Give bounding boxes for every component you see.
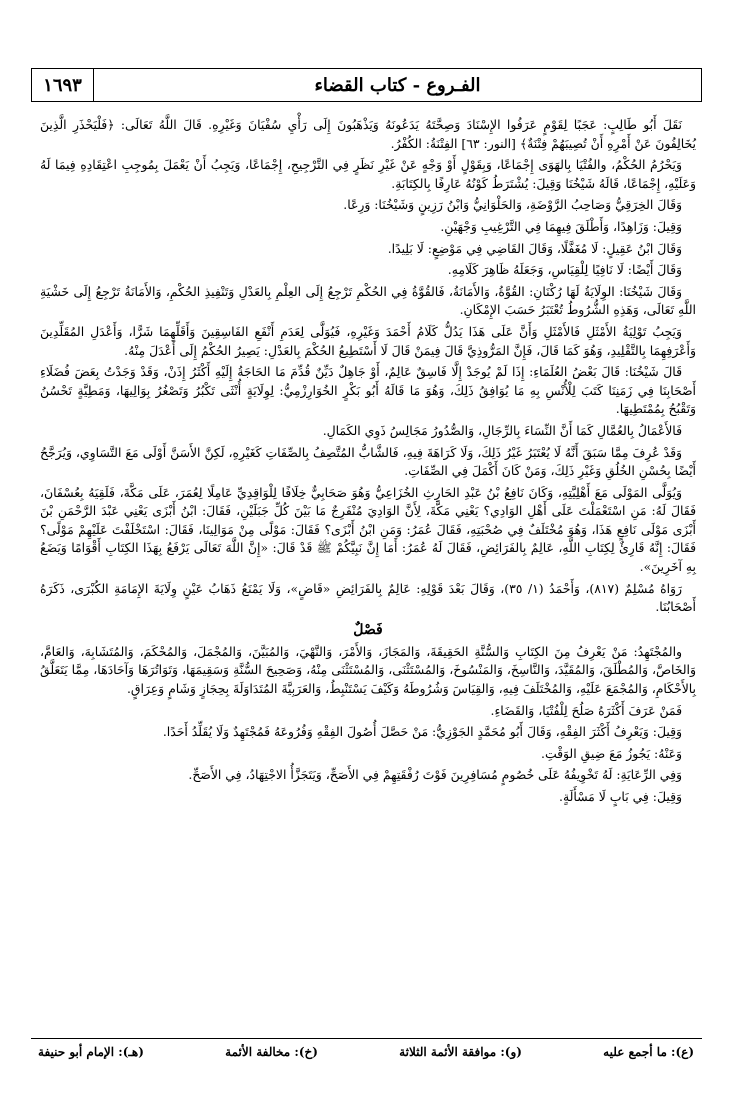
legend-item-abu-hanifa: (هـ): الإمام أبو حنيفة	[38, 1045, 144, 1059]
paragraph: وَقِيلَ: وَزَاهِدًا، وَأَطْلَقَ فِيهِمَا فِي التَّرْغِيبِ وَجْهَيْنِ.	[440, 218, 682, 234]
paragraph: وَقِيلَ: فِي بَابٍ لَا مَسْأَلَةٍ.	[559, 789, 682, 804]
paragraph: والمُجْتَهِدُ: مَنْ يَعْرِفُ مِنَ الكِتَابِ وَالسُّنَّةِ الحَقِيقَةَ، وَالمَجَازَ، وَالأَمْرَ، وَالنَّهْيَ، وَالمُبَيَّنَ، وَالمُجْمَلَ، وَالمُحْكَمَ، وَالمُتَشَابِهَ، وَالعَامَّ، وَالخَاصَّ، وَالمُطْلَقَ، وَالمُقَيَّدَ، وَالنَّاسِخَ، وَالمَنْسُوخَ، وَالمُسْتَثْنَى، وَالمُسْتَثْنَى مِنْهُ، وَصَحِيحَ السُّنَّةِ وَسَقِيمَهَا، وَتَوَاتُرَهَا وَآحَادَهَا، مِمَّا يَتَعَلَّقُ بِالأَحْكَامِ، وَالمُجْمَعَ عَلَيْهِ، وَالمُخْتَلَفَ فِيهِ، وَالقِيَاسَ وَشُرُوطَهُ وَكَيْفَ يَسْتَنْبِطُ، وَالعَرَبِيَّةَ المُتَدَاوَلَةَ بِحِجَازٍ وَشَامٍ وَعِرَاقٍ.	[40, 643, 696, 697]
paragraph: وَعَنْهُ: يَجُوزُ مَعَ ضِيقِ الوَقْتِ.	[541, 745, 682, 761]
page-body	[40, 116, 696, 810]
paragraph: وَيَجِبُ تَوْلِيَةُ الأَمْثَلِ فَالأَمْثَلِ وَأَنَّ عَلَى هَذَا يَدُلُّ كَلَامُ أَحْمَدَ وَغَيْرِهِ، فَيُوَلَّى لِعَدَمِ أَنْفَعِ الفَاسِقِينَ وَأَقَلِّهِمَا شَرًّا، وَأَعْدَلِ المُقَلِّدِينَ وَأَعْرَفِهِمَا بِالتَّقْلِيدِ، وَهُوَ كَمَا قَالَ، فَإِنَّ المَرُّوذِيَّ قَالَ فِيمَنْ قَالَ لَا أَسْتَطِيعُ الحُكْمَ بِالعَدْلِ: يَصِيرُ الحُكْمُ إِلَى أَعْدَلَ مِنْهُ.	[40, 323, 696, 358]
section-heading: فَصْلٌ	[353, 621, 383, 638]
footer-legend	[38, 1045, 694, 1059]
paragraph: وَفِي الرِّعَايَةِ: لَهُ تَخْوِيفُهُ عَلَى خُصُومٍ مُسَافِرِينَ فَوْتَ رُفْقَتِهِمْ فِي الأَصَحِّ، وَيَتَجَزَّأُ الاجْتِهَادُ، فِي الأَصَحِّ.	[188, 767, 682, 783]
paragraph: وَقَالَ ابْنُ عَقِيلٍ: لَا مُغَفَّلًا، وَقَالَ القَاضِي فِي مَوْضِعٍ: لَا بَلِيدًا.	[387, 240, 682, 256]
paragraph: نَقَلَ أَبُو طَالِبٍ: عَجَبًا لِقَوْمٍ عَرَفُوا الإِسْنَادَ وَصِحَّتَهُ يَدَعُونَهُ وَيَذْهَبُونَ إِلَى رَأْيِ سُفْيَانَ وَغَيْرِهِ. قَالَ اللَّهُ تَعَالَى: ﴿فَلْيَحْذَرِ الَّذِينَ يُخَالِفُونَ عَنْ أَمْرِهِ أَنْ تُصِيبَهُمْ فِتْنَةٌ﴾ [النور: ٦٣] الفِتْنَةُ: الكُفْرُ.	[40, 117, 696, 151]
paragraph: فَمَنْ عَرَفَ أَكْثَرَهُ صَلُحَ لِلْفُتْيَا، وَالقَضَاءِ.	[490, 702, 682, 718]
paragraph: وَيَحْرُمُ الحُكْمُ، والفُتْيَا بِالهَوَى إِجْمَاعًا، وَبِقَوْلٍ أَوْ وَجْهٍ عَنْ غَيْرِ نَظَرٍ فِي التَّرْجِيحِ، إِجْمَاعًا، وَيَجِبُ أَنْ يَعْمَلَ بِمُوجِبِ اعْتِقَادِهِ فِيمَا لَهُ وَعَلَيْهِ، إِجْمَاعًا، قَالَهُ شَيْخُنَا وَقِيلَ: يُشْتَرَطُ كَوْنُهُ عَارِفًا بِالكِتَابَةِ.	[40, 157, 696, 191]
paragraph: وَقَدْ عُرِفَ مِمَّا سَبَقَ أَنَّهُ لَا يُعْتَبَرُ غَيْرُ ذَلِكَ، وَلَا كَرَاهَةَ فِيهِ، فَالشَّابُّ المُتَّصِفُ بِالصِّفَاتِ كَغَيْرِهِ، لَكِنَّ الأَسَنَّ أَوْلَى مَعَ التَّسَاوِي، وَيُرَجَّحُ أَيْضًا بِحُسْنِ الخُلُقِ وَغَيْرِ ذَلِكَ، وَمَنْ كَانَ أَكْمَلَ فِي الصِّفَاتِ.	[40, 444, 696, 479]
paragraph: وَقَالَ الخِرَقِيُّ وَصَاحِبُ الرَّوْضَةِ، وَالحَلْوَانِيُّ وَابْنُ رَزِينٍ وَشَيْخُنَا: وَرِعًا.	[343, 197, 682, 213]
running-title: الفـروع - كتاب القضاء	[314, 74, 481, 96]
page-header	[31, 68, 702, 102]
legend-item-consensus: (ع): ما أجمع عليه	[603, 1045, 694, 1059]
legend-item-disagreement: (خ): مخالفة الأئمة	[225, 1045, 318, 1059]
paragraph: رَوَاهُ مُسْلِمٌ (٨١٧)، وَأَحْمَدُ (١/ ٣٥)، وَقَالَ بَعْدَ قَوْلِهِ: عَالِمٌ بِالفَرَائِضِ «قَاضٍ»، وَلَا يَمْنَعُ ذَهَابُ عَيْنٍ وِلَايَةَ الإِمَامَةِ الكُبْرَى، ذَكَرَهُ أَصْحَابُنَا.	[40, 580, 696, 615]
paragraph: فَالأَعْمَالُ بِالعُمَّالِ كَمَا أَنَّ النِّسَاءَ بِالرِّجَالِ، وَالصُّدُورُ مَجَالِسُ ذَوِي الكَمَالِ.	[322, 422, 682, 438]
paragraph: وَقِيلَ: وَيَعْرِفُ أَكْثَرَ الفِقْهِ، وَقَالَ أَبُو مُحَمَّدٍ الجَوْزِيُّ: مَنْ حَصَّلَ أُصُولَ الفِقْهِ وَفُرُوعَهُ فَمُجْتَهِدٌ وَلَا يُقَلِّدُ أَحَدًا.	[162, 724, 682, 740]
paragraph: وَيُوَلَّى المَوْلَى مَعَ أَهْلِيَّتِهِ، وَكَانَ نَافِعُ بْنُ عَبْدِ الحَارِثِ الخُزَاعِيُّ وَهُوَ صَحَابِيٌّ خِلَافًا لِلْوَاقِدِيِّ عَامِلًا لِعُمَرَ، عَلَى مَكَّةَ، فَلَقِيَهُ بِعُسْفَانَ، فَقَالَ لَهُ: مَنِ اسْتَعْمَلْتَ عَلَى أَهْلِ الوَادِي؟ يَعْنِي مَكَّةَ، لِأَنَّ الوَادِيَ مُنْفَرِجٌ مَا بَيْنَ كُلِّ جَبَلَيْنِ، فَقَالَ: ابْنُ أَبْزَى يَعْنِي عَبْدَ الرَّحْمَنِ بْنَ أَبْزَى مَوْلَى نَافِعٍ هَذَا، وَهُوَ مُخْتَلَفٌ فِي صُحْبَتِهِ، فَقَالَ عُمَرُ: وَمَنِ ابْنُ أَبْزَى؟ فَقَالَ: مَوْلًى مِنْ مَوَالِينَا، فَقَالَ: اسْتَخْلَفْتَ عَلَيْهِمْ مَوْلًى؟ فَقَالَ: إِنَّهُ قَارِئٌ لِكِتَابِ اللَّهِ، عَالِمٌ بِالفَرَائِضِ، فَقَالَ لَهُ عُمَرُ: أَمَا إِنَّ نَبِيَّكُمْ ﷺ قَدْ قَالَ: «إِنَّ اللَّهَ تَعَالَى يَرْفَعُ بِهَذَا الكِتَابِ أَقْوَامًا وَيَضَعُ بِهِ آخَرِينَ».	[40, 484, 696, 575]
paragraph: قَالَ شَيْخُنَا: قَالَ بَعْضُ العُلَمَاءِ: إِذَا لَمْ يُوجَدْ إِلَّا فَاسِقٌ عَالِمٌ، أَوْ جَاهِلٌ دَيِّنٌ قُدِّمَ مَا الحَاجَةُ إِلَيْهِ أَكْثَرُ إِذَنْ، وَقَدْ وَجَدْتُ بِعَضَ فُضَلَاءِ أَصْحَابِنَا فِي زَمَنِنَا كَتَبَ لِلْأُنْسِ بِهِ مَا يُوَافِقُ ذَلِكَ، وَهُوَ مَا قَالَهُ أَبُو بَكْرٍ الخُوَارِزْمِيُّ: لِوِلَايَةٍ أُنْثَى تَكْبُرُ وَتَصْغُرُ بِوَالِيهَا، وَمَطِيَّةٍ تَحْسُنُ وَتَقْبُحُ بِمُمْتَطِيهَا.	[40, 364, 696, 417]
legend-item-three-imams: (و): موافقة الأئمة الثلاثة	[399, 1045, 522, 1059]
paragraph: وَقَالَ شَيْخُنَا: الوِلَايَةُ لَهَا رُكْنَانِ: القُوَّةُ، وَالأَمَانَةُ، فَالقُوَّةُ فِي الحُكْمِ تَرْجِعُ إِلَى العِلْمِ بِالعَدْلِ وَتَنْفِيذِ الحُكْمِ، وَالأَمَانَةُ تَرْجِعُ إِلَى خَشْيَةِ اللَّهِ تَعَالَى، وَهَذِهِ الشُّرُوطُ تُعْتَبَرُ حَسَبَ الإِمْكَانِ.	[40, 283, 696, 318]
footer-divider	[31, 1038, 702, 1039]
paragraph: وَقَالَ أَيْضًا: لَا نَافِيًا لِلْقِيَاسِ، وَجَعَلَهُ ظَاهِرَ كَلَامِهِ.	[447, 262, 682, 278]
page-number: ١٦٩٣	[32, 69, 94, 101]
